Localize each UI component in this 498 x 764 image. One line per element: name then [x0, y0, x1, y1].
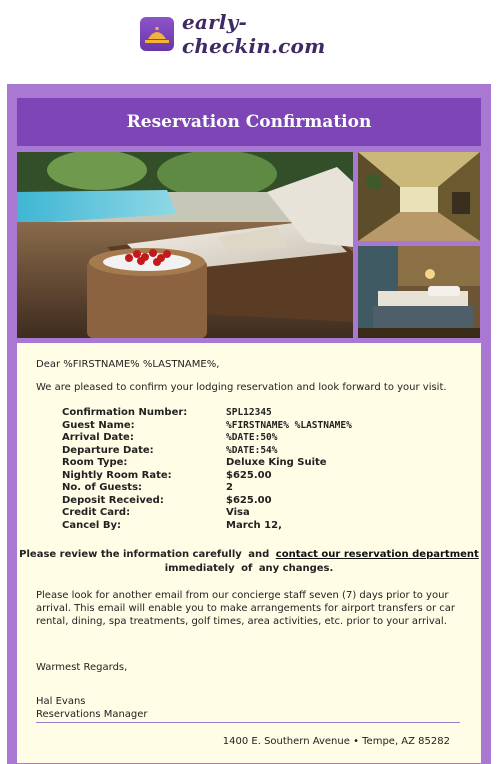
brand-name: early-checkin.com: [182, 10, 326, 58]
brand-logo[interactable]: [140, 10, 360, 58]
detail-value: SPL12345: [226, 407, 272, 418]
detail-label: Guest Name:: [62, 419, 135, 431]
detail-label: Cancel By:: [62, 519, 121, 531]
greeting: Dear %FIRSTNAME% %LASTNAME%,: [36, 359, 220, 370]
detail-value: $625.00: [226, 494, 272, 506]
footer-address: 1400 E. Southern Avenue • Tempe, AZ 85282: [222, 736, 450, 747]
reservation-details: [62, 407, 352, 532]
contact-reservation-link[interactable]: contact our reservation department: [275, 549, 479, 560]
detail-value: Deluxe King Suite: [226, 457, 327, 468]
detail-row: [62, 420, 352, 433]
detail-value: %DATE:54%: [226, 444, 278, 456]
detail-label: Credit Card:: [62, 507, 131, 518]
detail-label: Confirmation Number:: [62, 407, 188, 418]
pool-cabana-photo: [17, 152, 353, 338]
detail-row: [62, 407, 352, 420]
review-of: of: [241, 563, 253, 574]
intro-text: We are pleased to confirm your lodging reservation and look forward to your visit.: [36, 382, 447, 393]
detail-label: Room Type:: [62, 457, 128, 468]
detail-label: Arrival Date:: [62, 432, 134, 443]
detail-row: [62, 495, 352, 508]
review-text: immediately: [164, 563, 235, 574]
detail-row: [62, 507, 352, 520]
detail-value: %DATE:50%: [226, 432, 278, 443]
signer-name: Hal Evans: [36, 696, 86, 707]
hotel-bell-icon: [140, 17, 174, 51]
review-notice: [17, 548, 481, 576]
detail-row: [62, 432, 352, 445]
detail-row: [62, 457, 352, 470]
detail-value: $625.00: [226, 469, 272, 481]
title-banner: [17, 98, 481, 146]
detail-row: [62, 482, 352, 495]
detail-row: [62, 520, 352, 533]
signer-title: Reservations Manager: [36, 709, 148, 720]
detail-value: %FIRSTNAME% %LASTNAME%: [226, 419, 352, 431]
hallway-photo: [358, 152, 480, 241]
detail-value: 2: [226, 482, 233, 493]
detail-value: March 12,: [226, 519, 282, 531]
detail-label: Deposit Received:: [62, 494, 164, 506]
divider: [36, 722, 460, 723]
review-text: any changes.: [258, 563, 334, 574]
closing: Warmest Regards,: [36, 662, 128, 673]
detail-label: Departure Date:: [62, 444, 154, 456]
detail-label: Nightly Room Rate:: [62, 469, 172, 481]
page-title: Reservation Confirmation: [126, 112, 372, 132]
email-body: [17, 343, 481, 763]
detail-value: Visa: [226, 507, 250, 518]
review-and: and: [248, 549, 270, 560]
concierge-text: Please look for another email from our concierge staff seven (7) days prior to your arrival. This email will enable you to make arrangements for airport transfers or car rental, dining, spa treatments, golf times, area activities, etc. prior to your arrival.: [36, 590, 456, 627]
detail-row: [62, 445, 352, 458]
suite-bedroom-photo: [358, 246, 480, 338]
detail-row: [62, 470, 352, 483]
review-text: Please review the information carefully: [19, 549, 242, 560]
detail-label: No. of Guests:: [62, 482, 143, 493]
